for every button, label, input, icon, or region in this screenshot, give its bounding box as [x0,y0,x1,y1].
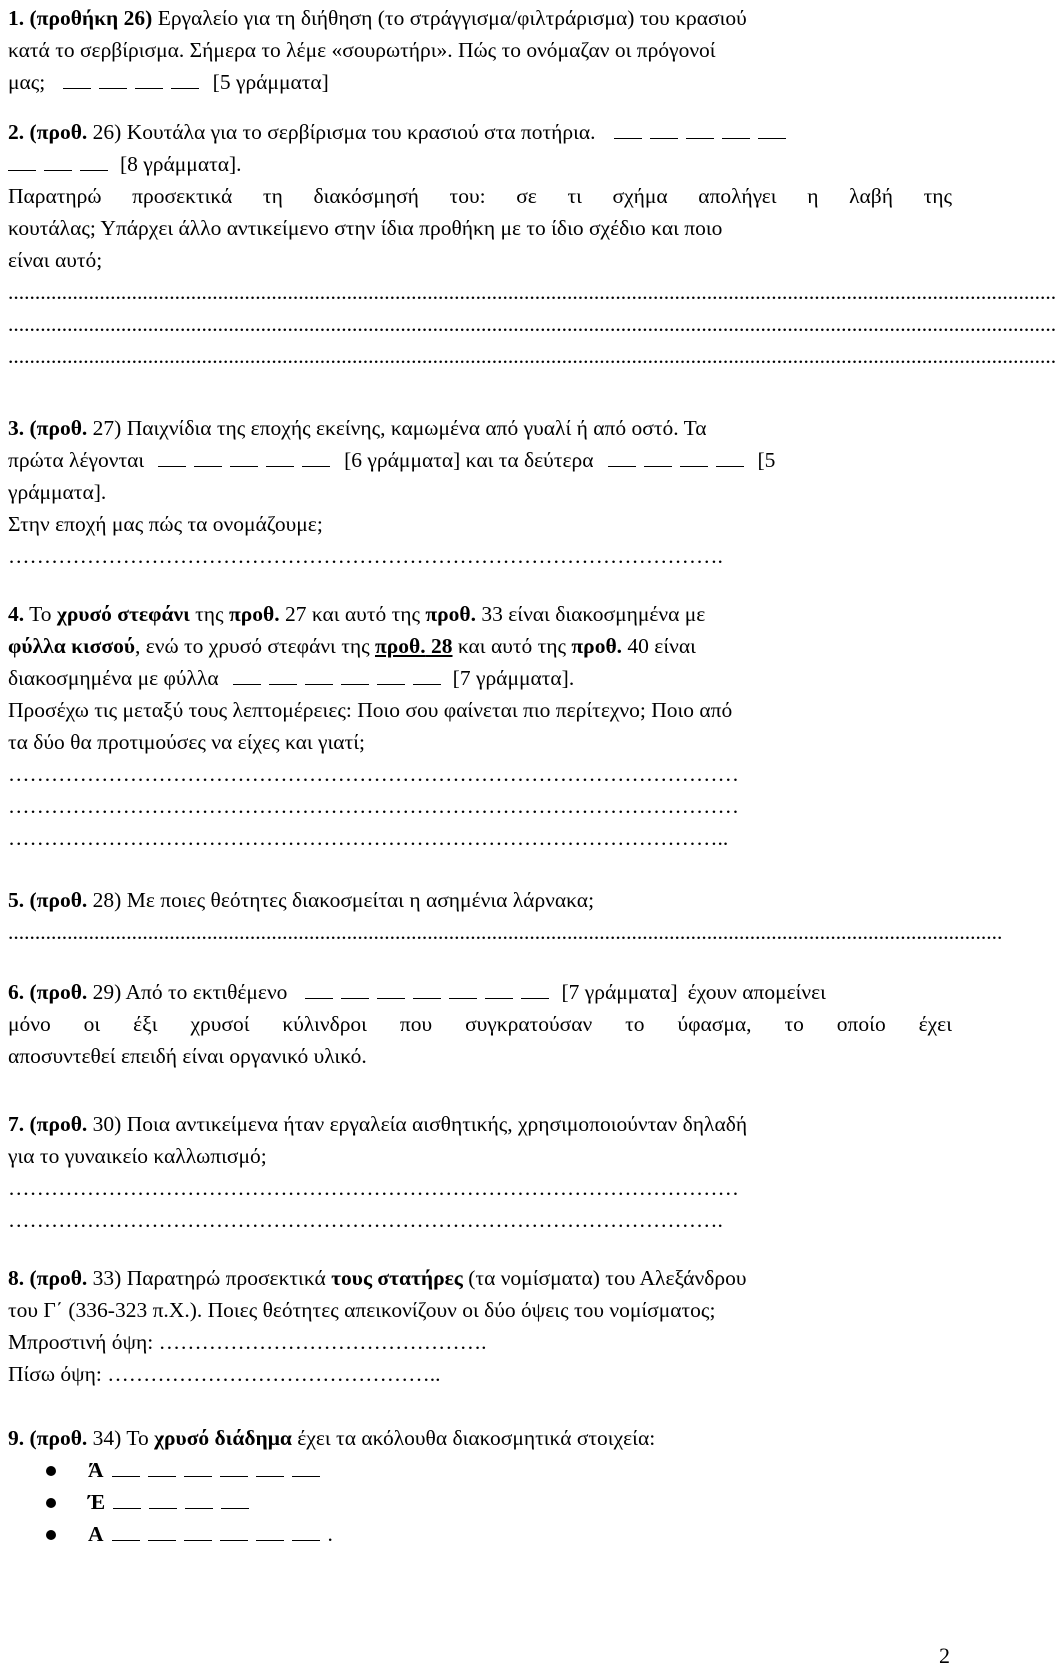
q1-number: 1. (προθήκη 26) [8,6,153,30]
answer-blank[interactable] [230,448,258,467]
q6-hint: [7 γράμματα] [561,980,678,1004]
bullet-icon [46,1498,56,1508]
answer-blank[interactable] [305,980,333,999]
answer-blank[interactable] [650,120,678,139]
back-side-dots[interactable]: ……………………………………….. [107,1362,441,1386]
answer-blank[interactable] [63,70,91,89]
answer-blank[interactable] [305,666,333,685]
q8-front-label: Μπροστινή όψη: [8,1330,154,1354]
q4-bold-text: προθ. [375,634,426,658]
answer-blank[interactable] [80,152,108,171]
q4-text: 33 είναι διακοσμημένα με [476,602,706,626]
q3-hint-2: [5 [757,448,776,472]
answer-dots[interactable]: ……………………………………………………………………………………….. [8,826,729,850]
question-7 [8,1108,952,1236]
answer-blank[interactable] [135,70,163,89]
list-item [8,1454,952,1486]
q4-text: 40 είναι [622,634,696,658]
answer-blank[interactable] [220,1458,248,1477]
question-2 [8,116,1056,372]
answer-blank[interactable] [686,120,714,139]
answer-blank[interactable] [716,448,744,467]
question-3 [8,412,952,572]
q4-number: 4. [8,602,25,626]
list-end-period: . [327,1522,333,1546]
answer-blank[interactable] [184,1522,212,1541]
answer-blank[interactable] [184,1458,212,1477]
answer-dots[interactable]: ………………………………………………………………………………………. [8,544,723,568]
q9-bold-text: χρυσό διάδημα [154,1426,292,1450]
q4-bold-text: προθ. [228,602,280,626]
answer-blank[interactable] [614,120,642,139]
answer-dots[interactable]: ................................................................................................................................................................................................... [8,280,1056,304]
q6-number: 6. (προθ. [8,980,88,1004]
answer-dots[interactable]: ......................................................................................................................................................................................... [8,920,1003,944]
answer-blank[interactable] [292,1522,320,1541]
answer-blank[interactable] [413,666,441,685]
answer-blank[interactable] [292,1458,320,1477]
q4-bold-text: 28 [425,634,453,658]
answer-blank[interactable] [758,120,786,139]
q4-text: 27 και αυτό της [279,602,426,626]
list-item [8,1518,952,1550]
answer-blank[interactable] [269,666,297,685]
answer-blank[interactable] [722,120,750,139]
q3-line1: 27) Παιχνίδια της εποχής εκείνης, καμωμένα από γυαλί ή από οστό. Τα [87,416,707,440]
answer-blank[interactable] [521,980,549,999]
bullet-icon [46,1530,56,1540]
q1-line2: κατά το σερβίρισμα. Σήμερα το λέμε «σουρωτήρι». Πώς το ονόμαζαν οι πρόγονοί [8,38,716,62]
answer-blank[interactable] [377,666,405,685]
q4-bold-text: φύλλα κισσού [8,634,135,658]
q2-line4: κουτάλας; Υπάρχει άλλο αντικείμενο στην ίδια προθήκη με το ίδιο σχέδιο και ποιο [8,216,723,240]
q6-line1b: έχουν απομείνει [687,980,826,1004]
q8-bold-text: τους στατήρες [331,1266,463,1290]
list-item-letter: Ά [88,1458,104,1482]
q8-text: (τα νομίσματα) του Αλεξάνδρου [462,1266,747,1290]
q4-text: , ενώ το χρυσό στεφάνι της [134,634,375,658]
answer-blank[interactable] [680,448,708,467]
q2-line1: 26) Κουτάλα για το σερβίρισμα του κρασιού στα ποτήρια. [87,120,596,144]
list-item [8,1486,952,1518]
answer-dots[interactable]: ................................................................................................................................................................................................... [8,344,1056,368]
question-6 [8,976,952,1072]
answer-blank[interactable] [221,1490,249,1509]
answer-blank[interactable] [644,448,672,467]
answer-blank[interactable] [194,448,222,467]
q6-line1: 29) Από το εκτιθέμενο [87,980,288,1004]
q3-line3: γράμματα]. [8,480,107,504]
q3-line4: Στην εποχή μας πώς τα ονομάζουμε; [8,512,323,536]
answer-blank[interactable] [158,448,186,467]
q3-number: 3. (προθ. [8,416,88,440]
answer-blank[interactable] [341,666,369,685]
q4-text: της [189,602,229,626]
q1-hint: [5 γράμματα] [212,70,329,94]
q4-hint: [7 γράμματα]. [452,666,575,690]
q3-line2: πρώτα λέγονται [8,448,145,472]
answer-blank[interactable] [341,980,369,999]
q9-text: 34) Το [87,1426,155,1450]
front-side-dots[interactable]: ………………………………………. [158,1330,487,1354]
q6-line3: αποσυντεθεί επειδή είναι οργανικό υλικό. [8,1044,367,1068]
answer-blank[interactable] [148,1458,176,1477]
q3-hint-1: [6 γράμματα] και τα δεύτερα [344,448,594,472]
answer-blank[interactable] [413,980,441,999]
answer-blank[interactable] [44,152,72,171]
q2-line5: είναι αυτό; [8,248,103,272]
q7-line2: για το γυναικείο καλλωπισμό; [8,1144,267,1168]
q9-list [8,1454,952,1550]
answer-blank[interactable] [302,448,330,467]
q4-line4: Προσέχω τις μεταξύ τους λεπτομέρειες: Ποιο σου φαίνεται πιο περίτεχνο; Ποιο από [8,698,733,722]
q5-number: 5. (προθ. [8,888,88,912]
answer-dots[interactable]: ………………………………………………………………………………………… [8,1176,739,1200]
page-number: 2 [939,1643,950,1668]
list-item-letter: Έ [88,1490,106,1514]
answer-blank[interactable] [233,666,261,685]
q2-hint: [8 γράμματα]. [120,152,242,176]
q8-back-label: Πίσω όψη: [8,1362,102,1386]
q8-number: 8. (προθ. [8,1266,88,1290]
answer-blank[interactable] [112,1458,140,1477]
answer-blank[interactable] [377,980,405,999]
answer-dots[interactable]: ………………………………………………………………………………………… [8,762,739,786]
q8-text: 33) Παρατηρώ προσεκτικά [87,1266,332,1290]
q2-line3: Παρατηρώ προσεκτικά τη διακόσμησή του: σε τι σχήμα απολήγει η λαβή της [8,184,952,208]
answer-blank[interactable] [185,1490,213,1509]
question-9 [8,1422,952,1550]
q9-number: 9. (προθ. [8,1426,88,1450]
q4-text: και αυτό της [452,634,572,658]
answer-blank[interactable] [256,1458,284,1477]
answer-blank[interactable] [112,1522,140,1541]
q4-bold-text: προθ. [571,634,623,658]
answer-blank[interactable] [8,152,36,171]
q4-line3: διακοσμημένα με φύλλα [8,666,219,690]
answer-blank[interactable] [171,70,199,89]
list-item-letter: Α [88,1522,104,1546]
question-4 [8,598,952,854]
answer-blank[interactable] [266,448,294,467]
q5-line1: 28) Με ποιες θεότητες διακοσμείται η ασημένια λάρνακα; [87,888,595,912]
answer-blank[interactable] [113,1490,141,1509]
answer-blank[interactable] [608,448,636,467]
answer-blank[interactable] [449,980,477,999]
question-1 [8,2,952,98]
q4-bold-text: προθ. [425,602,476,626]
question-8 [8,1262,952,1390]
answer-blank[interactable] [148,1522,176,1541]
q8-line2: του Γ΄ (336-323 π.Χ.). Ποιες θεότητες απεικονίζουν οι δύο όψεις του νομίσματος; [8,1298,716,1322]
answer-dots[interactable]: ………………………………………………………………………………………… [8,794,739,818]
answer-blank[interactable] [485,980,513,999]
answer-dots[interactable]: ………………………………………………………………………………………. [8,1208,723,1232]
q9-text: έχει τα ακόλουθα διακοσμητικά στοιχεία: [291,1426,656,1450]
q1-line3: μας; [8,70,46,94]
question-5 [8,884,1003,948]
q4-text: Το [24,602,57,626]
q2-number: 2. (προθ. [8,120,88,144]
q7-line1: 30) Ποια αντικείμενα ήταν εργαλεία αισθητικής, χρησιμοποιούνταν δηλαδή [87,1112,748,1136]
answer-blank[interactable] [99,70,127,89]
q7-number: 7. (προθ. [8,1112,88,1136]
q6-line2: μόνο οι έξι χρυσοί κύλινδροι που συγκρατούσαν το ύφασμα, το οποίο έχει [8,1012,952,1036]
q1-line1: Εργαλείο για τη διήθηση (το στράγγισμα/φιλτράρισμα) του κρασιού [152,6,747,30]
q4-line5: τα δύο θα προτιμούσες να είχες και γιατί; [8,730,365,754]
answer-blank[interactable] [220,1522,248,1541]
q4-bold-text: χρυσό στεφάνι [56,602,190,626]
bullet-icon [46,1466,56,1476]
answer-blank[interactable] [149,1490,177,1509]
answer-blank[interactable] [256,1522,284,1541]
answer-dots[interactable]: ................................................................................................................................................................................................... [8,312,1056,336]
